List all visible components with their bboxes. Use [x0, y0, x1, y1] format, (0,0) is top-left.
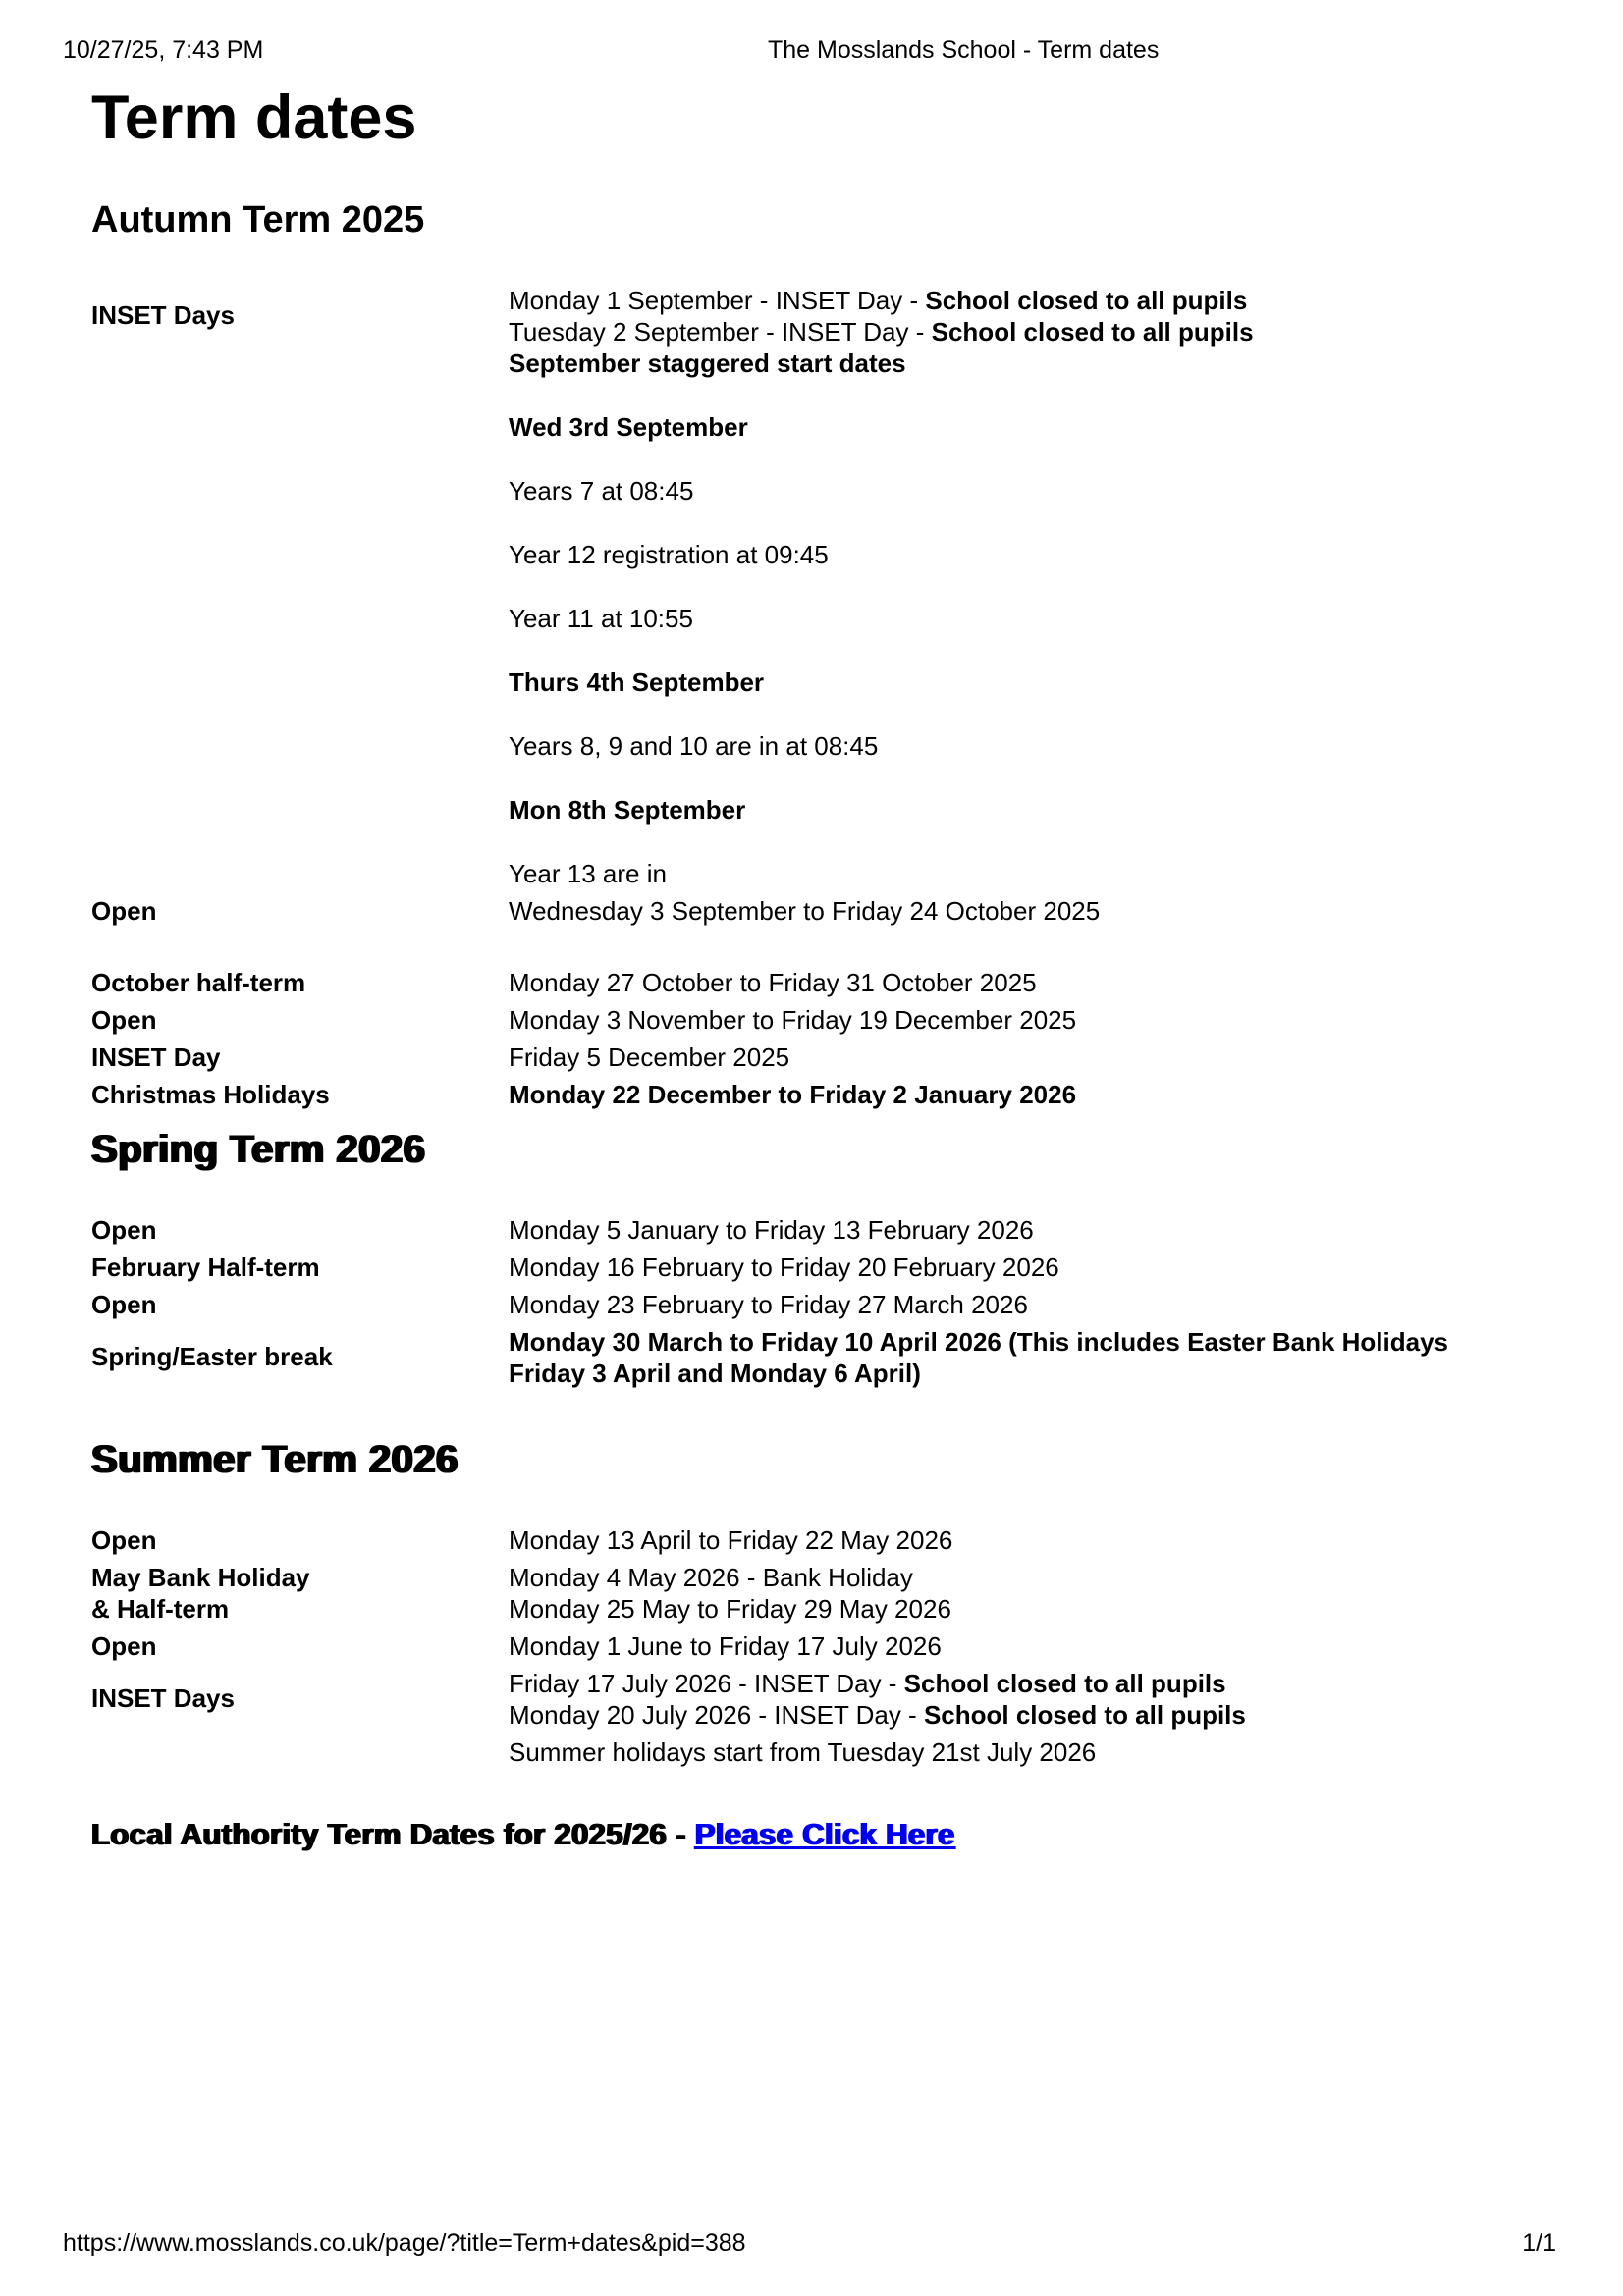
value-line	[509, 1252, 1466, 1283]
text: Years 8, 9 and 10 are in at 08:45	[509, 731, 879, 761]
row-label-line: October half-term	[91, 968, 306, 997]
value-paragraph	[509, 475, 1466, 507]
value-paragraph	[509, 1252, 1466, 1283]
bold-text: Mon 8th September	[509, 795, 746, 825]
value-paragraph	[509, 967, 1466, 998]
row-label	[91, 1079, 509, 1110]
term-table	[91, 1522, 1554, 1771]
text: Friday 5 December 2025	[509, 1042, 790, 1072]
term-row	[91, 1559, 1554, 1628]
value-paragraph	[509, 539, 1466, 570]
text: Monday 16 February to Friday 20 February 2026	[509, 1253, 1059, 1282]
value-paragraph	[509, 1630, 1466, 1662]
section-heading: Spring Term 2026	[91, 1128, 426, 1171]
term-row	[91, 1076, 1554, 1113]
row-value	[509, 1326, 1466, 1389]
row-label-line: & Half-term	[91, 1594, 230, 1624]
term-section	[91, 197, 1554, 1113]
row-label	[91, 1562, 509, 1625]
value-paragraph	[509, 1524, 1466, 1556]
value-paragraph	[509, 858, 1466, 889]
term-row	[91, 1323, 1554, 1392]
term-row	[91, 1628, 1554, 1665]
text: Monday 1 June to Friday 17 July 2026	[509, 1631, 942, 1661]
row-label	[91, 1524, 509, 1556]
row-label-line: Spring/Easter break	[91, 1342, 333, 1371]
value-paragraph	[509, 667, 1466, 698]
value-line	[509, 475, 1466, 507]
value-line	[509, 539, 1466, 570]
row-label-line: February Half-term	[91, 1253, 320, 1282]
term-row	[91, 1039, 1554, 1076]
row-label-line: Open	[91, 1005, 157, 1035]
bold-text: Monday 22 December to Friday 2 January 2026	[509, 1080, 1077, 1109]
print-header	[63, 35, 1560, 67]
term-row	[91, 1734, 1554, 1771]
text: Summer holidays start from Tuesday 21st July 2026	[509, 1737, 1097, 1767]
section-heading: Autumn Term 2025	[91, 199, 425, 240]
term-table	[91, 282, 1554, 1113]
term-table	[91, 1211, 1554, 1392]
value-line	[509, 1524, 1466, 1556]
row-label-line: Open	[91, 1215, 157, 1245]
value-paragraph	[509, 603, 1466, 634]
row-label	[91, 1252, 509, 1283]
row-label-line: Open	[91, 1525, 157, 1555]
term-sections	[91, 197, 1554, 1771]
local-authority-text: Local Authority Term Dates for 2025/26 -	[91, 1817, 695, 1851]
row-value	[509, 1736, 1466, 1768]
value-line	[509, 730, 1466, 762]
row-value	[509, 1524, 1466, 1556]
print-footer	[63, 2228, 1556, 2260]
bold-text: School closed to all pupils	[903, 1669, 1226, 1698]
text: Monday 1 September - INSET Day -	[509, 286, 926, 315]
text: Monday 13 April to Friday 22 May 2026	[509, 1525, 953, 1555]
term-row	[91, 1286, 1554, 1323]
row-value	[509, 1252, 1466, 1283]
row-label	[91, 1630, 509, 1662]
text: Monday 27 October to Friday 31 October 2025	[509, 968, 1037, 997]
term-row	[91, 1522, 1554, 1559]
row-value	[509, 1289, 1466, 1320]
value-line	[509, 1699, 1466, 1731]
row-label	[91, 967, 509, 998]
row-label-line: Open	[91, 896, 157, 926]
row-value	[509, 1041, 1466, 1073]
value-paragraph	[509, 1668, 1466, 1731]
row-label	[91, 895, 509, 927]
value-paragraph	[509, 895, 1466, 927]
row-label-line: Christmas Holidays	[91, 1080, 330, 1109]
row-value	[509, 1214, 1466, 1246]
row-value	[509, 967, 1466, 998]
text: Monday 3 November to Friday 19 December 2025	[509, 1005, 1077, 1035]
local-authority-link[interactable]: Please Click Here	[694, 1817, 955, 1851]
value-line	[509, 603, 1466, 634]
value-line	[509, 1214, 1466, 1246]
value-paragraph	[509, 285, 1466, 379]
text: Friday 17 July 2026 - INSET Day -	[509, 1669, 904, 1698]
term-row	[91, 1211, 1554, 1249]
value-line	[509, 895, 1466, 927]
row-value	[509, 1004, 1466, 1036]
term-row	[91, 964, 1554, 1001]
value-paragraph	[509, 1214, 1466, 1246]
value-line	[509, 1326, 1466, 1389]
value-line	[509, 1041, 1466, 1073]
row-value	[509, 1562, 1466, 1625]
value-paragraph	[509, 1004, 1466, 1036]
value-line	[509, 1668, 1466, 1699]
row-label	[91, 1668, 509, 1714]
row-label	[91, 1326, 509, 1372]
term-section	[91, 1127, 1554, 1392]
value-line	[509, 1079, 1466, 1110]
value-line	[509, 858, 1466, 889]
text: Monday 25 May to Friday 29 May 2026	[509, 1594, 951, 1624]
term-row	[91, 282, 1554, 892]
value-line	[509, 1630, 1466, 1662]
row-value	[509, 895, 1466, 927]
value-paragraph	[509, 730, 1466, 762]
row-label	[91, 1289, 509, 1320]
value-line	[509, 1004, 1466, 1036]
value-paragraph	[509, 1562, 1466, 1625]
bold-text: Wed 3rd September	[509, 412, 748, 442]
row-value	[509, 1630, 1466, 1662]
bold-text: School closed to all pupils	[931, 317, 1254, 347]
bold-text: School closed to all pupils	[925, 286, 1248, 315]
value-line	[509, 285, 1466, 316]
value-paragraph	[509, 1079, 1466, 1110]
value-paragraph	[509, 1289, 1466, 1320]
value-line	[509, 667, 1466, 698]
row-label	[91, 1004, 509, 1036]
row-label	[91, 1214, 509, 1246]
row-label	[91, 1041, 509, 1073]
row-label-line: INSET Days	[91, 300, 235, 330]
value-line	[509, 316, 1466, 347]
row-label-line: INSET Day	[91, 1042, 221, 1072]
term-row	[91, 1001, 1554, 1039]
value-line	[509, 1289, 1466, 1320]
text: Monday 4 May 2026 - Bank Holiday	[509, 1563, 913, 1592]
text: Year 13 are in	[509, 859, 667, 888]
value-paragraph	[509, 1326, 1466, 1389]
text: Tuesday 2 September - INSET Day -	[509, 317, 932, 347]
print-doc-title: The Mosslands School - Term dates	[768, 36, 1160, 64]
print-datetime: 10/27/25, 7:43 PM	[63, 36, 264, 64]
row-value	[509, 285, 1466, 889]
term-section	[91, 1437, 1554, 1771]
bold-text: September staggered start dates	[509, 348, 906, 378]
row-label-line: Open	[91, 1631, 157, 1661]
text: Year 11 at 10:55	[509, 604, 693, 633]
row-value	[509, 1079, 1466, 1110]
text: Years 7 at 08:45	[509, 476, 694, 506]
term-row	[91, 1249, 1554, 1286]
term-row	[91, 1665, 1554, 1734]
local-authority-line	[91, 1816, 1554, 1853]
bold-text: Thurs 4th September	[509, 667, 765, 697]
value-line	[509, 1562, 1466, 1593]
row-label-line: INSET Days	[91, 1683, 235, 1713]
value-line	[509, 347, 1466, 379]
section-heading: Summer Term 2026	[91, 1438, 459, 1481]
text: Year 12 registration at 09:45	[509, 540, 829, 569]
value-paragraph	[509, 411, 1466, 443]
value-line	[509, 1736, 1466, 1768]
row-label-line: May Bank Holiday	[91, 1563, 310, 1592]
value-line	[509, 967, 1466, 998]
value-paragraph	[509, 1736, 1466, 1768]
text: Wednesday 3 September to Friday 24 October 2025	[509, 896, 1101, 926]
bold-text: Monday 30 March to Friday 10 April 2026 (This includes Easter Bank Holidays Friday 3 April and Monday 6 April)	[509, 1327, 1449, 1388]
row-spacer	[91, 930, 1554, 964]
text: Monday 20 July 2026 - INSET Day -	[509, 1700, 924, 1730]
row-label	[91, 285, 509, 331]
value-line	[509, 794, 1466, 826]
row-label-line: Open	[91, 1290, 157, 1319]
value-paragraph	[509, 1041, 1466, 1073]
print-page-indicator: 1/1	[1522, 2229, 1556, 2257]
print-url: https://www.mosslands.co.uk/page/?title=Term+dates&pid=388	[63, 2229, 746, 2257]
bold-text: School closed to all pupils	[923, 1700, 1246, 1730]
value-line	[509, 1593, 1466, 1625]
value-line	[509, 411, 1466, 443]
value-paragraph	[509, 794, 1466, 826]
page-title: Term dates	[91, 83, 417, 152]
row-value	[509, 1668, 1466, 1731]
term-row	[91, 892, 1554, 930]
document-body	[0, 82, 1623, 1853]
text: Monday 23 February to Friday 27 March 2026	[509, 1290, 1028, 1319]
text: Monday 5 January to Friday 13 February 2026	[509, 1215, 1034, 1245]
